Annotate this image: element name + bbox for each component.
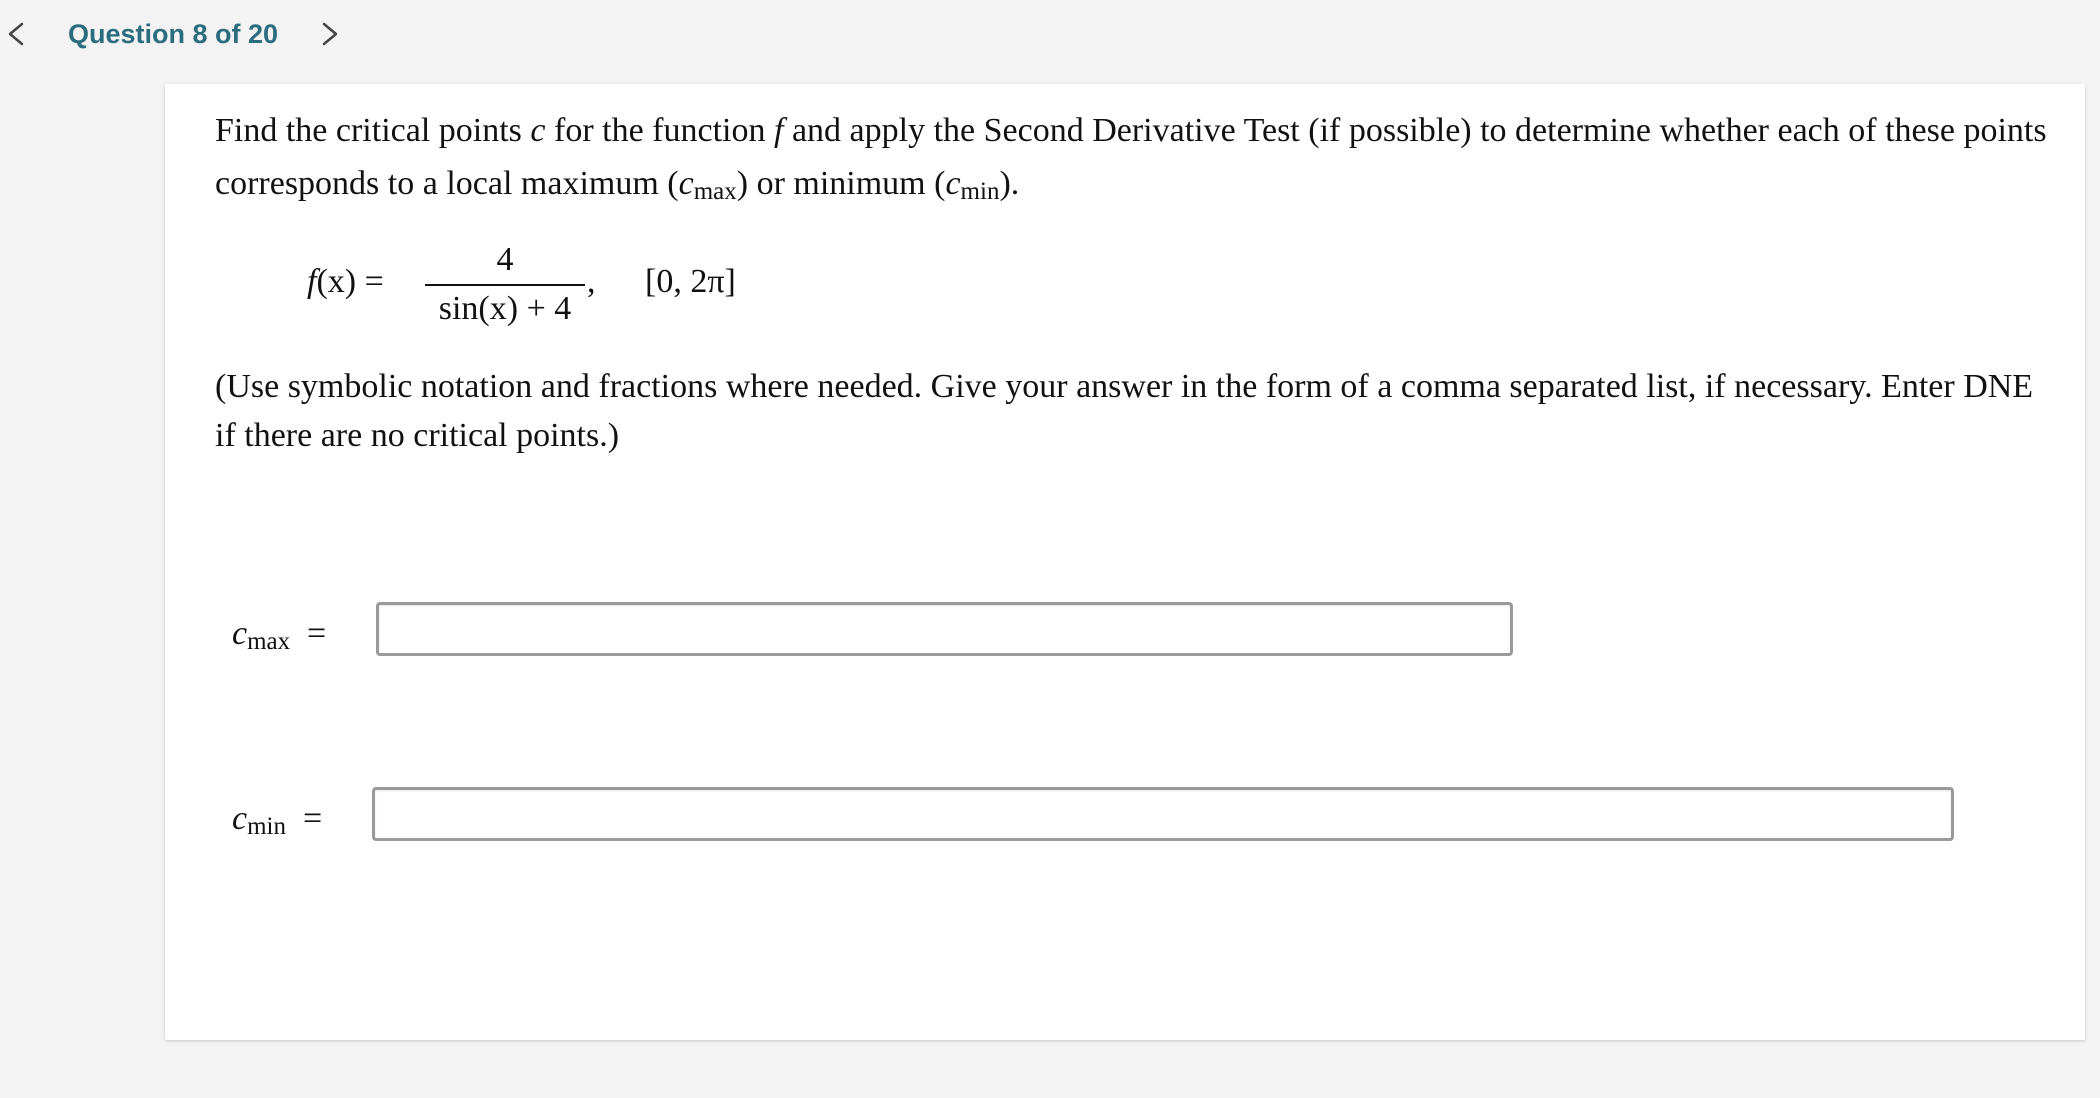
answer-instructions: (Use symbolic notation and fractions where needed. Give your answer in the form of a comma separated list, if necessary. Enter DNE if there are no critical points.): [215, 368, 2034, 454]
cmax-label: $c_{max}$: [232, 615, 291, 655]
question-navigation: [0, 0, 2100, 70]
chevron-left-icon[interactable]: [4, 14, 28, 54]
formula-fraction: [425, 239, 585, 330]
question-card: [165, 84, 2085, 1040]
formula-interval: [0, 2π]: [645, 263, 736, 300]
formula-lhs: f(x) =: [307, 263, 384, 300]
cmin-equals: =: [303, 800, 323, 837]
fraction-bar: [425, 284, 585, 286]
cmax-symbol: $c_{max}$: [678, 165, 737, 205]
question-prompt: Find the critical points c for the function f and apply the Second Derivative Test (if possible) to determine whether each of these points corresponds to a local maximum $(c_{max})$ or minimum $(c_{min})$.: [215, 112, 2047, 205]
cmin-answer-row: [165, 787, 2085, 851]
fraction-numerator: 4: [496, 241, 514, 278]
cmin-symbol: $c_{min}$: [945, 165, 1000, 205]
cmax-input[interactable]: [376, 602, 1513, 656]
formula-comma: ,: [587, 263, 596, 300]
cmax-answer-row: [165, 602, 2085, 666]
chevron-right-icon[interactable]: [318, 14, 342, 54]
fraction-denominator: sin(x) + 4: [438, 290, 572, 327]
variable-c: c: [530, 112, 546, 149]
variable-f: f: [774, 112, 784, 149]
cmax-equals: =: [307, 615, 327, 652]
question-counter: Question 8 of 20: [68, 19, 279, 49]
cmin-label: $c_{min}$: [232, 800, 286, 840]
cmin-input[interactable]: [372, 787, 1954, 841]
